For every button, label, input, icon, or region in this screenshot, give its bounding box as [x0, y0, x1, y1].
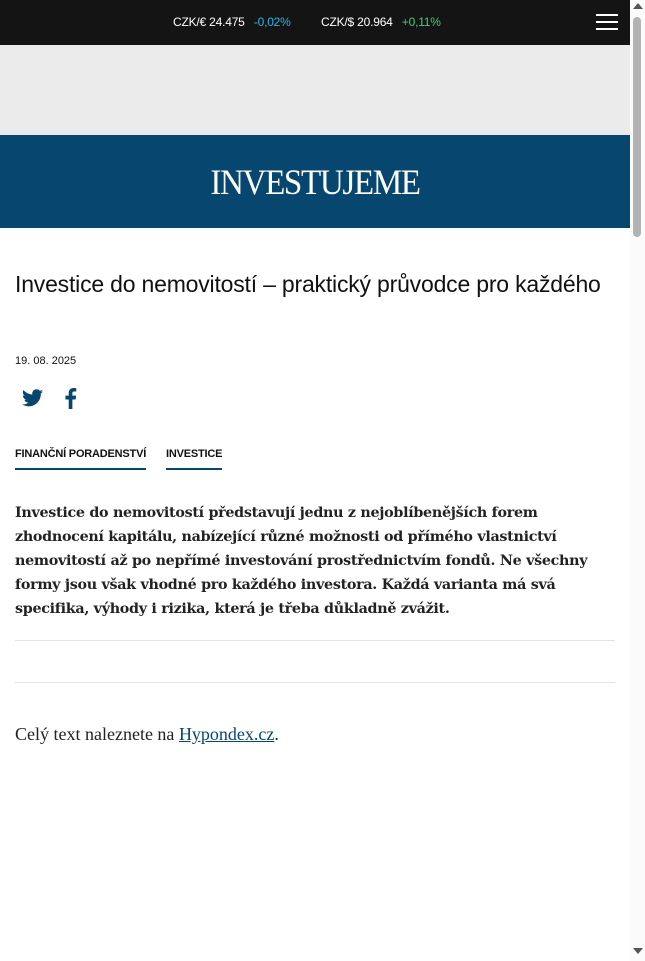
rate-change: -0,02%	[253, 15, 291, 29]
rate-label: CZK/$ 20.964	[321, 15, 393, 29]
source-prefix: Celý text naleznete na	[15, 724, 179, 744]
article-title: Investice do nemovitostí – praktický průvodce pro každého	[15, 271, 601, 297]
source-note	[15, 724, 279, 745]
article-perex: Investice do nemovitostí představují jednu z nejoblíbenějších forem zhodnocení kapitálu, nabízející různé možnosti od přímého vlastnictví nemovitostí až po nepřímé investování prostřednictvím fondů. Ne všechny formy jsou však vhodné pro každého investora. Každá varianta má svá specifika, výhody i rizika, která je třeba důkladně zvážit.	[15, 505, 588, 617]
hamburger-menu-icon[interactable]	[596, 13, 618, 31]
source-suffix: .	[274, 724, 279, 744]
tag-investice[interactable]: INVESTICE	[166, 448, 222, 470]
rate-change: +0,11%	[401, 15, 441, 29]
rate-czk-usd[interactable]	[321, 15, 441, 29]
scroll-up-arrow-icon[interactable]	[633, 3, 643, 9]
rate-czk-eur[interactable]	[173, 15, 291, 29]
scrollbar[interactable]	[630, 0, 645, 961]
currency-ticker-bar	[0, 0, 630, 45]
ad-placeholder	[0, 45, 630, 135]
tag-financni-poradenstvi[interactable]: FINANČNÍ PORADENSTVÍ	[15, 448, 146, 470]
scrollbar-thumb[interactable]	[633, 17, 641, 237]
site-logo[interactable]: INVESTUJEME	[210, 162, 420, 202]
divider	[15, 682, 615, 683]
divider	[15, 640, 615, 641]
facebook-icon[interactable]	[64, 388, 77, 409]
article-date: 19. 08. 2025	[15, 355, 77, 367]
scroll-down-arrow-icon[interactable]	[633, 948, 643, 954]
rate-label: CZK/€ 24.475	[173, 15, 245, 29]
source-link[interactable]: Hypondex.cz	[178, 724, 275, 744]
twitter-icon[interactable]	[22, 388, 43, 408]
